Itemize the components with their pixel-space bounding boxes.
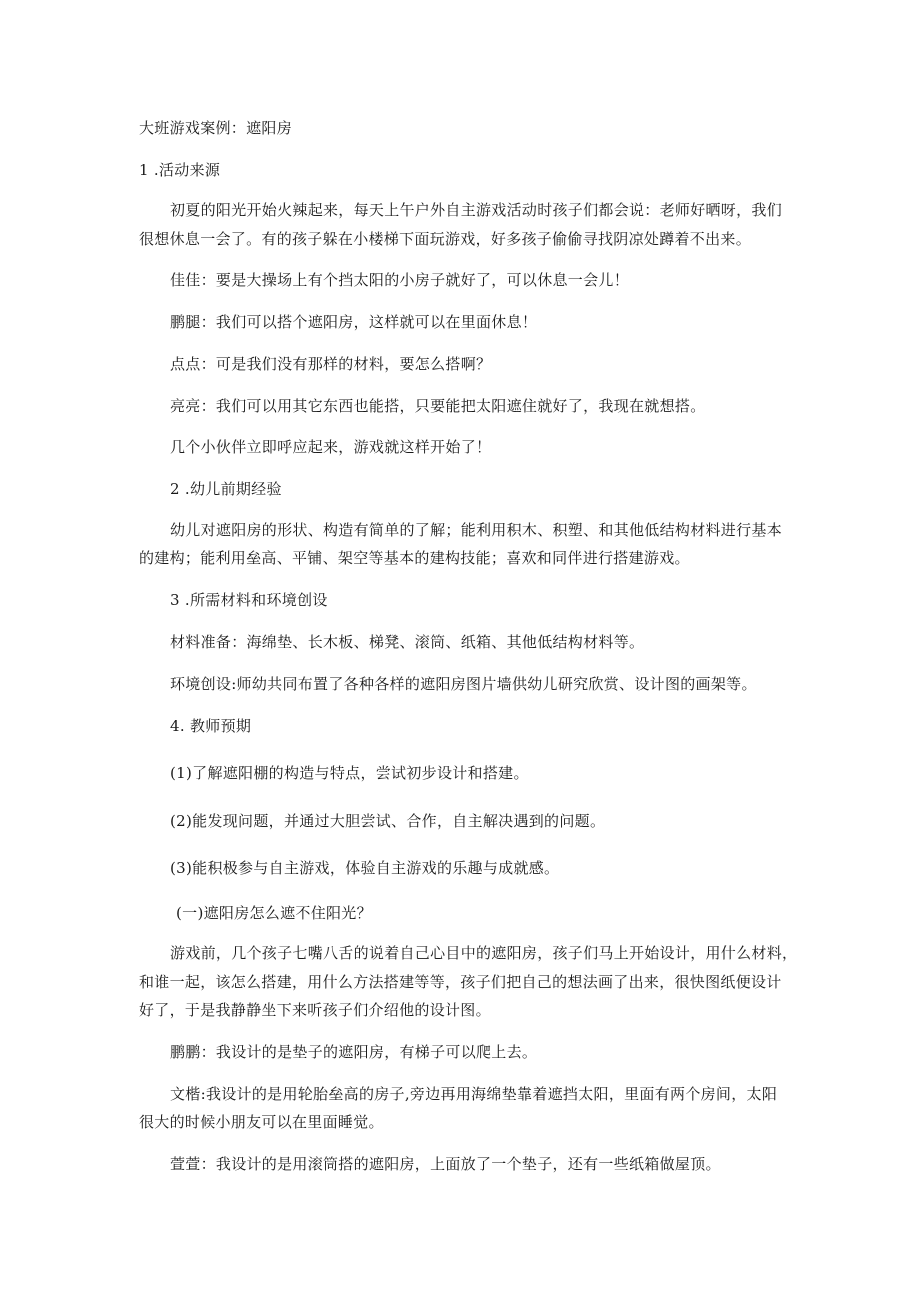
quote-line: 很大的时候小朋友可以在里面睡觉。 bbox=[139, 1113, 384, 1131]
goal-item: (3)能积极参与自主游戏，体验自主游戏的乐趣与成就感。 bbox=[170, 859, 560, 877]
paragraph-line: 很想休息一会了。有的孩子躲在小楼梯下面玩游戏，好多孩子偷偷寻找阴凉处蹲着不出来。 bbox=[139, 230, 752, 248]
quote-line: 鹏鹏：我设计的是垫子的遮阳房，有梯子可以爬上去。 bbox=[170, 1043, 538, 1061]
quote-line: 文楷:我设计的是用轮胎垒高的房子,旁边再用海绵垫靠着遮挡太阳，里面有两个房间，太阳 bbox=[170, 1085, 778, 1103]
paragraph-line: 的建构；能利用垒高、平铺、架空等基本的建构技能；喜欢和同伴进行搭建游戏。 bbox=[139, 549, 690, 567]
goal-item: (1)了解遮阳棚的构造与特点，尝试初步设计和搭建。 bbox=[170, 764, 529, 782]
paragraph-line: 游戏前，几个孩子七嘴八舌的说着自己心目中的遮阳房，孩子们马上开始设计，用什么材料， bbox=[170, 944, 798, 962]
section-heading-2: 2 .幼儿前期经验 bbox=[170, 480, 282, 498]
dialogue-line: 几个小伙伴立即呼应起来，游戏就这样开始了！ bbox=[170, 438, 492, 456]
sub-heading: (一)遮阳房怎么遮不住阳光？ bbox=[176, 904, 372, 922]
dialogue-line: 亮亮：我们可以用其它东西也能搭，只要能把太阳遮住就好了，我现在就想搭。 bbox=[170, 397, 706, 415]
dialogue-line: 鹏腿：我们可以搭个遮阳房，这样就可以在里面休息！ bbox=[170, 313, 538, 331]
quote-line: 萱萱：我设计的是用滚筒搭的遮阳房，上面放了一个垫子，还有一些纸箱做屋顶。 bbox=[170, 1155, 721, 1173]
section-heading-4: 4. 教师预期 bbox=[170, 717, 252, 735]
section-heading-1: 1 .活动来源 bbox=[139, 161, 221, 179]
dialogue-line: 佳佳：要是大操场上有个挡太阳的小房子就好了，可以休息一会儿！ bbox=[170, 271, 630, 289]
dialogue-line: 点点：可是我们没有那样的材料，要怎么搭啊？ bbox=[170, 355, 492, 373]
paragraph-line: 好了，于是我静静坐下来听孩子们介绍他的设计图。 bbox=[139, 1001, 491, 1019]
materials-line: 材料准备：海绵垫、长木板、梯凳、滚筒、纸箱、其他低结构材料等。 bbox=[170, 633, 645, 651]
paragraph-line: 初夏的阳光开始火辣起来，每天上午户外自主游戏活动时孩子们都会说：老师好晒呀，我们 bbox=[170, 201, 783, 219]
doc-title: 大班游戏案例：遮阳房 bbox=[139, 119, 293, 137]
section-heading-3: 3 .所需材料和环境创设 bbox=[170, 591, 328, 609]
paragraph-line: 和谁一起，该怎么搭建，用什么方法搭建等等，孩子们把自己的想法画了出来，很快图纸便设计 bbox=[139, 973, 782, 991]
goal-item: (2)能发现问题，并通过大胆尝试、合作，自主解决遇到的问题。 bbox=[170, 812, 606, 830]
environment-line: 环境创设:师幼共同布置了各种各样的遮阳房图片墙供幼儿研究欣赏、设计图的画架等。 bbox=[170, 675, 757, 693]
paragraph-line: 幼儿对遮阳房的形状、构造有简单的了解；能利用积木、积塑、和其他低结构材料进行基本 bbox=[170, 521, 783, 539]
